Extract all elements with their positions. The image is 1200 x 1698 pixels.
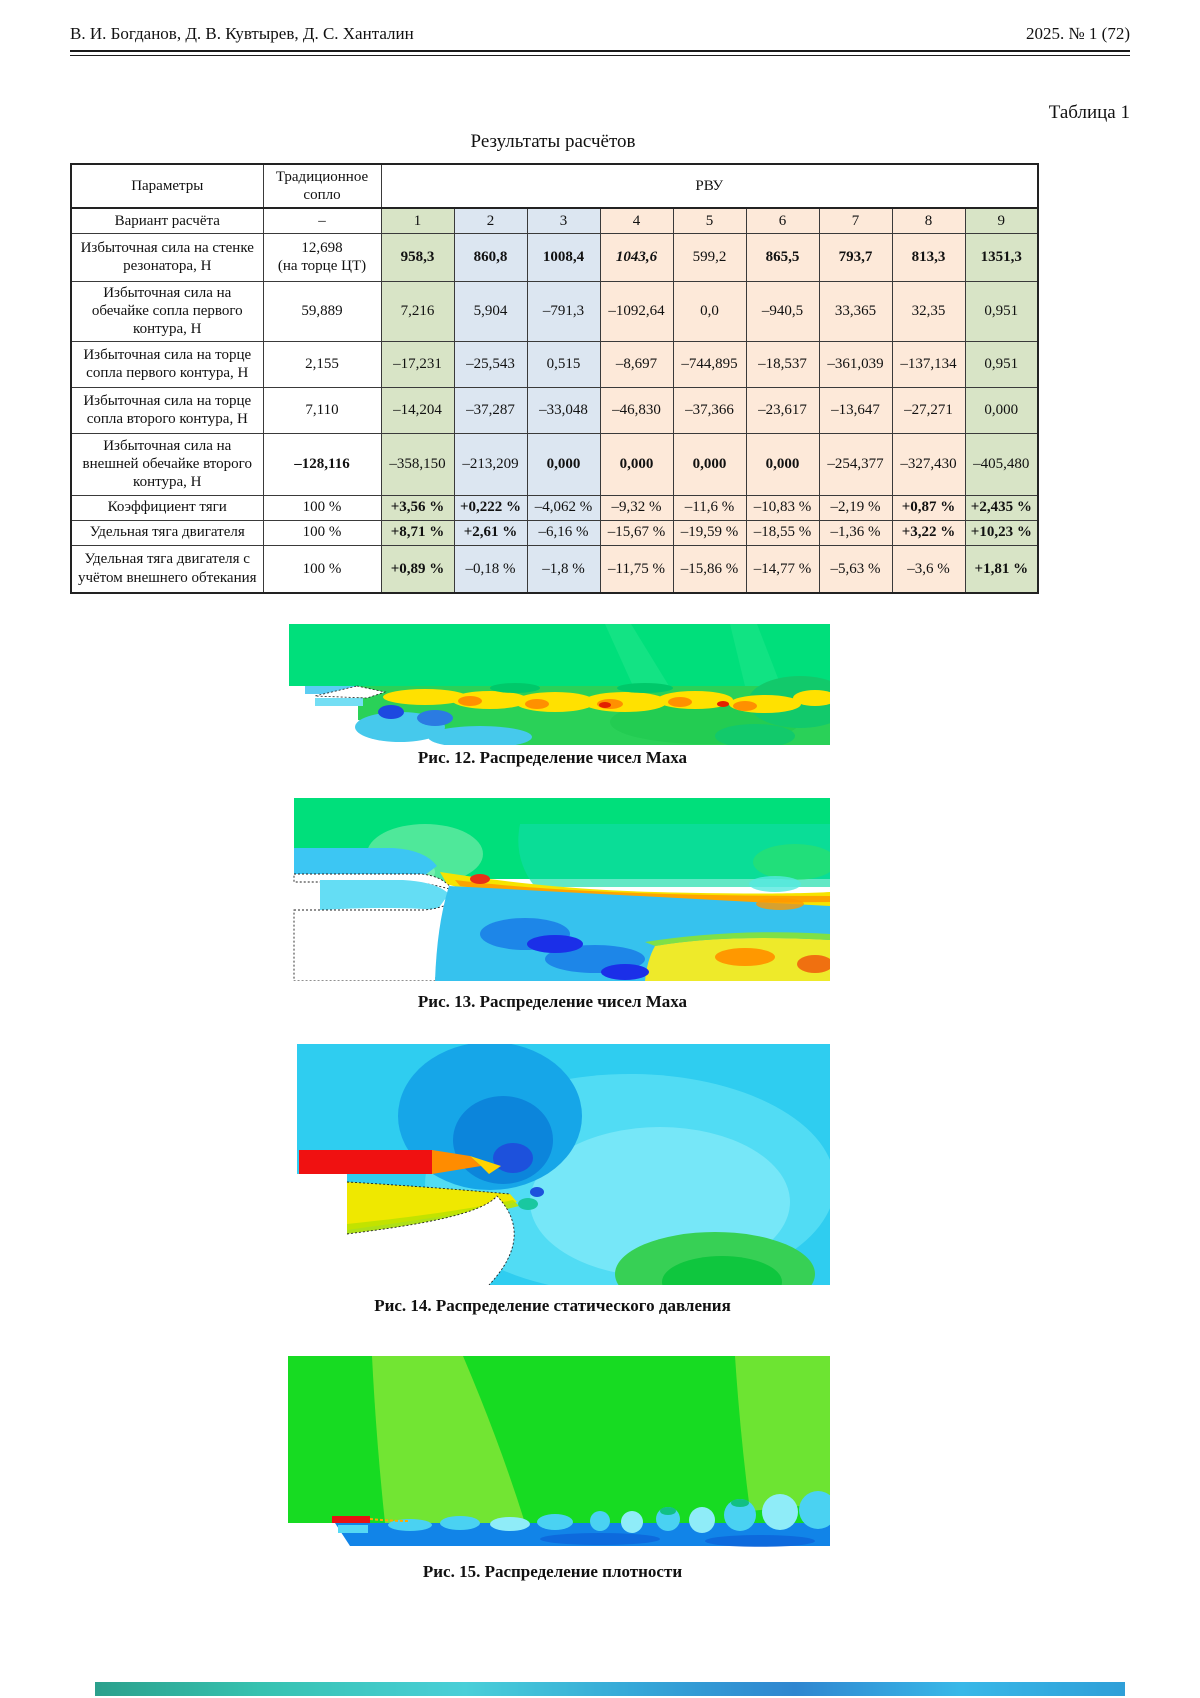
table-row bbox=[71, 387, 1038, 433]
value-cell: –0,18 % bbox=[454, 545, 527, 593]
value-cell: –14,204 bbox=[381, 387, 454, 433]
value-cell: 860,8 bbox=[454, 233, 527, 281]
value-cell: –2,19 % bbox=[819, 495, 892, 520]
table-row bbox=[71, 545, 1038, 593]
traditional-nozzle-value: 12,698 (на торце ЦТ) bbox=[263, 233, 381, 281]
value-cell: –1,8 % bbox=[527, 545, 600, 593]
results-table-body bbox=[71, 208, 1038, 593]
value-cell: –3,6 % bbox=[892, 545, 965, 593]
value-cell: 0,951 bbox=[965, 341, 1038, 387]
value-cell: 5 bbox=[673, 208, 746, 233]
value-cell: –18,55 % bbox=[746, 520, 819, 545]
bottom-color-strip bbox=[95, 1682, 1125, 1696]
table-row bbox=[71, 433, 1038, 495]
value-cell: 599,2 bbox=[673, 233, 746, 281]
value-cell: –19,59 % bbox=[673, 520, 746, 545]
value-cell: 793,7 bbox=[819, 233, 892, 281]
row-label: Удельная тяга двигателя с учётом внешнего обтекания bbox=[71, 545, 263, 593]
table-row bbox=[71, 233, 1038, 281]
value-cell: +2,61 % bbox=[454, 520, 527, 545]
fig12-image bbox=[275, 624, 830, 745]
fig15-image bbox=[280, 1353, 830, 1550]
value-cell: 1008,4 bbox=[527, 233, 600, 281]
value-cell: –46,830 bbox=[600, 387, 673, 433]
value-cell: –254,377 bbox=[819, 433, 892, 495]
value-cell: 958,3 bbox=[381, 233, 454, 281]
traditional-nozzle-value: – bbox=[263, 208, 381, 233]
value-cell: –11,6 % bbox=[673, 495, 746, 520]
row-label: Избыточная сила на обечайке сопла первого контура, Н bbox=[71, 281, 263, 341]
fig14-image bbox=[285, 1044, 830, 1285]
value-cell: 0,000 bbox=[600, 433, 673, 495]
traditional-nozzle-value: 59,889 bbox=[263, 281, 381, 341]
value-cell: –327,430 bbox=[892, 433, 965, 495]
value-cell: –13,647 bbox=[819, 387, 892, 433]
value-cell: –10,83 % bbox=[746, 495, 819, 520]
table-row bbox=[71, 495, 1038, 520]
variant-row bbox=[71, 208, 1038, 233]
fig13-image bbox=[275, 794, 830, 981]
value-cell: –1092,64 bbox=[600, 281, 673, 341]
col-header-parameters: Параметры bbox=[71, 164, 263, 208]
row-label: Вариант расчёта bbox=[71, 208, 263, 233]
value-cell: –361,039 bbox=[819, 341, 892, 387]
value-cell: 0,000 bbox=[673, 433, 746, 495]
fig14-caption: Рис. 14. Распределение статического давления bbox=[374, 1296, 731, 1315]
value-cell: 7,216 bbox=[381, 281, 454, 341]
value-cell: 0,000 bbox=[527, 433, 600, 495]
value-cell: 32,35 bbox=[892, 281, 965, 341]
value-cell: 8 bbox=[892, 208, 965, 233]
row-label: Избыточная сила на внешней обечайке второго контура, Н bbox=[71, 433, 263, 495]
value-cell: +0,87 % bbox=[892, 495, 965, 520]
header-rule bbox=[70, 50, 1130, 56]
table-label: Таблица 1 bbox=[1048, 102, 1130, 123]
value-cell: 0,0 bbox=[673, 281, 746, 341]
value-cell: +0,89 % bbox=[381, 545, 454, 593]
value-cell: –37,287 bbox=[454, 387, 527, 433]
row-label: Коэффициент тяги bbox=[71, 495, 263, 520]
value-cell: –9,32 % bbox=[600, 495, 673, 520]
value-cell: +3,56 % bbox=[381, 495, 454, 520]
value-cell: –358,150 bbox=[381, 433, 454, 495]
value-cell: –213,209 bbox=[454, 433, 527, 495]
value-cell: 865,5 bbox=[746, 233, 819, 281]
value-cell: 1043,6 bbox=[600, 233, 673, 281]
row-label: Избыточная сила на торце сопла второго контура, Н bbox=[71, 387, 263, 433]
value-cell: 0,951 bbox=[965, 281, 1038, 341]
value-cell: –25,543 bbox=[454, 341, 527, 387]
value-cell: –6,16 % bbox=[527, 520, 600, 545]
value-cell: –11,75 % bbox=[600, 545, 673, 593]
value-cell: 1 bbox=[381, 208, 454, 233]
value-cell: –14,77 % bbox=[746, 545, 819, 593]
page-header bbox=[70, 24, 1130, 44]
value-cell: –15,86 % bbox=[673, 545, 746, 593]
value-cell: –15,67 % bbox=[600, 520, 673, 545]
table-header-row bbox=[71, 164, 1038, 208]
value-cell: +10,23 % bbox=[965, 520, 1038, 545]
value-cell: 0,515 bbox=[527, 341, 600, 387]
fig13-caption: Рис. 13. Распределение чисел Маха bbox=[417, 992, 688, 1011]
value-cell: –23,617 bbox=[746, 387, 819, 433]
col-header-rvu: РВУ bbox=[381, 164, 1038, 208]
value-cell: –1,36 % bbox=[819, 520, 892, 545]
traditional-nozzle-value: 100 % bbox=[263, 495, 381, 520]
value-cell: –744,895 bbox=[673, 341, 746, 387]
header-authors: В. И. Богданов, Д. В. Кувтырев, Д. С. Ханталин bbox=[70, 24, 414, 43]
fig12-caption: Рис. 12. Распределение чисел Маха bbox=[417, 748, 688, 767]
value-cell: –33,048 bbox=[527, 387, 600, 433]
value-cell: 813,3 bbox=[892, 233, 965, 281]
value-cell: –405,480 bbox=[965, 433, 1038, 495]
value-cell: +0,222 % bbox=[454, 495, 527, 520]
value-cell: –27,271 bbox=[892, 387, 965, 433]
value-cell: 2 bbox=[454, 208, 527, 233]
value-cell: –18,537 bbox=[746, 341, 819, 387]
row-label: Избыточная сила на торце сопла первого контура, Н bbox=[71, 341, 263, 387]
row-label: Избыточная сила на стенке резонатора, Н bbox=[71, 233, 263, 281]
fig15-caption: Рис. 15. Распределение плотности bbox=[422, 1562, 683, 1581]
value-cell: –137,134 bbox=[892, 341, 965, 387]
value-cell: +3,22 % bbox=[892, 520, 965, 545]
row-label: Удельная тяга двигателя bbox=[71, 520, 263, 545]
value-cell: –940,5 bbox=[746, 281, 819, 341]
value-cell: +8,71 % bbox=[381, 520, 454, 545]
table-row bbox=[71, 281, 1038, 341]
value-cell: –37,366 bbox=[673, 387, 746, 433]
value-cell: –4,062 % bbox=[527, 495, 600, 520]
traditional-nozzle-value: 100 % bbox=[263, 520, 381, 545]
results-table bbox=[70, 163, 1039, 594]
value-cell: 6 bbox=[746, 208, 819, 233]
value-cell: –17,231 bbox=[381, 341, 454, 387]
value-cell: –791,3 bbox=[527, 281, 600, 341]
traditional-nozzle-value: 2,155 bbox=[263, 341, 381, 387]
traditional-nozzle-value: 7,110 bbox=[263, 387, 381, 433]
value-cell: 7 bbox=[819, 208, 892, 233]
value-cell: 3 bbox=[527, 208, 600, 233]
table-row bbox=[71, 520, 1038, 545]
value-cell: –8,697 bbox=[600, 341, 673, 387]
value-cell: +1,81 % bbox=[965, 545, 1038, 593]
traditional-nozzle-value: 100 % bbox=[263, 545, 381, 593]
value-cell: +2,435 % bbox=[965, 495, 1038, 520]
value-cell: –5,63 % bbox=[819, 545, 892, 593]
value-cell: 4 bbox=[600, 208, 673, 233]
table-title: Результаты расчётов bbox=[470, 131, 636, 152]
traditional-nozzle-value: –128,116 bbox=[263, 433, 381, 495]
value-cell: 0,000 bbox=[965, 387, 1038, 433]
col-header-traditional: Традиционное сопло bbox=[263, 164, 381, 208]
value-cell: 33,365 bbox=[819, 281, 892, 341]
header-issue: 2025. № 1 (72) bbox=[1025, 24, 1130, 43]
table-row bbox=[71, 341, 1038, 387]
value-cell: 9 bbox=[965, 208, 1038, 233]
value-cell: 5,904 bbox=[454, 281, 527, 341]
value-cell: 0,000 bbox=[746, 433, 819, 495]
value-cell: 1351,3 bbox=[965, 233, 1038, 281]
